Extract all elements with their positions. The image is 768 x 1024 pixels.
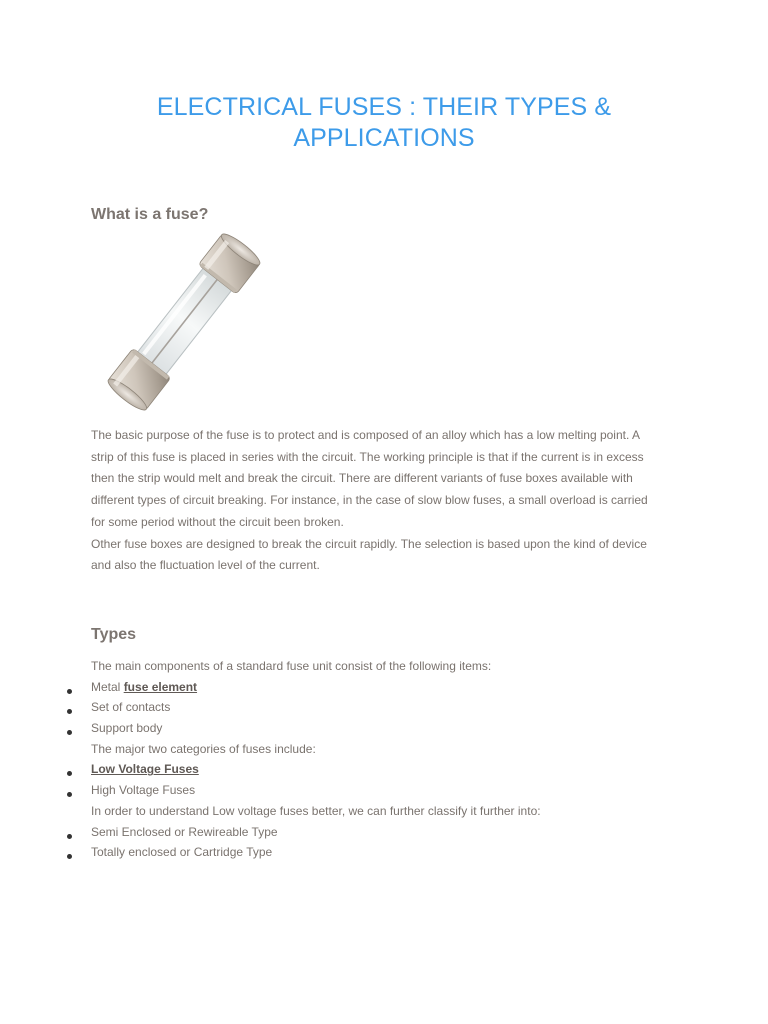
list-item (0, 780, 768, 801)
list-item (0, 822, 768, 843)
list-item (0, 801, 768, 822)
paragraph-line: then the strip would melt and break the circuit. There are different variants of fuse boxes available with (91, 471, 633, 486)
lv-intro-text: In order to understand Low voltage fuses better, we can further classify it further into: (91, 803, 541, 818)
types-intro-text: The main components of a standard fuse unit consist of the following items: (91, 659, 492, 673)
bullet-icon (67, 730, 72, 735)
categories-intro-text: The major two categories of fuses include: (91, 741, 316, 756)
fuse-image (88, 226, 280, 418)
lv-type-text: Totally enclosed or Cartridge Type (91, 845, 273, 860)
paragraph-line: strip of this fuse is placed in series with the circuit. The working principle is that if the current is in excess (91, 449, 644, 464)
list-item (0, 759, 768, 780)
bullet-icon (67, 709, 72, 714)
fuse-description-paragraph (91, 425, 691, 577)
bullet-icon (67, 771, 72, 776)
list-item (0, 697, 768, 718)
paragraph-line: Other fuse boxes are designed to break the circuit rapidly. The selection is based upon the kind of device (91, 536, 647, 551)
list-item (0, 656, 768, 677)
heading-types: Types (91, 626, 137, 643)
page-title (0, 92, 768, 154)
types-content-list (0, 656, 768, 863)
fuse-element-link[interactable]: fuse element (123, 679, 198, 694)
lv-type-text: Semi Enclosed or Rewireable Type (91, 824, 278, 839)
heading-what-is-a-fuse: What is a fuse? (91, 206, 209, 223)
list-item (0, 718, 768, 739)
list-item (0, 677, 768, 698)
list-item (0, 739, 768, 760)
category-text: High Voltage Fuses (91, 783, 196, 798)
low-voltage-fuses-link[interactable]: Low Voltage Fuses (91, 762, 199, 777)
list-item (0, 842, 768, 863)
bullet-icon (67, 854, 72, 859)
component-prefix-text: Metal (91, 679, 124, 694)
page-title-line-1: ELECTRICAL FUSES : THEIR TYPES & (156, 93, 612, 121)
bullet-icon (67, 834, 72, 839)
paragraph-line: for some period without the circuit been broken. (91, 514, 344, 529)
paragraph-line: The basic purpose of the fuse is to protect and is composed of an alloy which has a low melting point. A (91, 428, 640, 442)
paragraph-line: different types of circuit breaking. For instance, in the case of slow blow fuses, a small overload is carried (91, 493, 648, 508)
component-text: Set of contacts (91, 700, 171, 715)
page-title-line-2: APPLICATIONS (293, 124, 475, 152)
bullet-icon (67, 689, 72, 694)
paragraph-line: and also the fluctuation level of the current. (91, 558, 320, 573)
component-text: Support body (91, 721, 163, 736)
bullet-icon (67, 792, 72, 797)
